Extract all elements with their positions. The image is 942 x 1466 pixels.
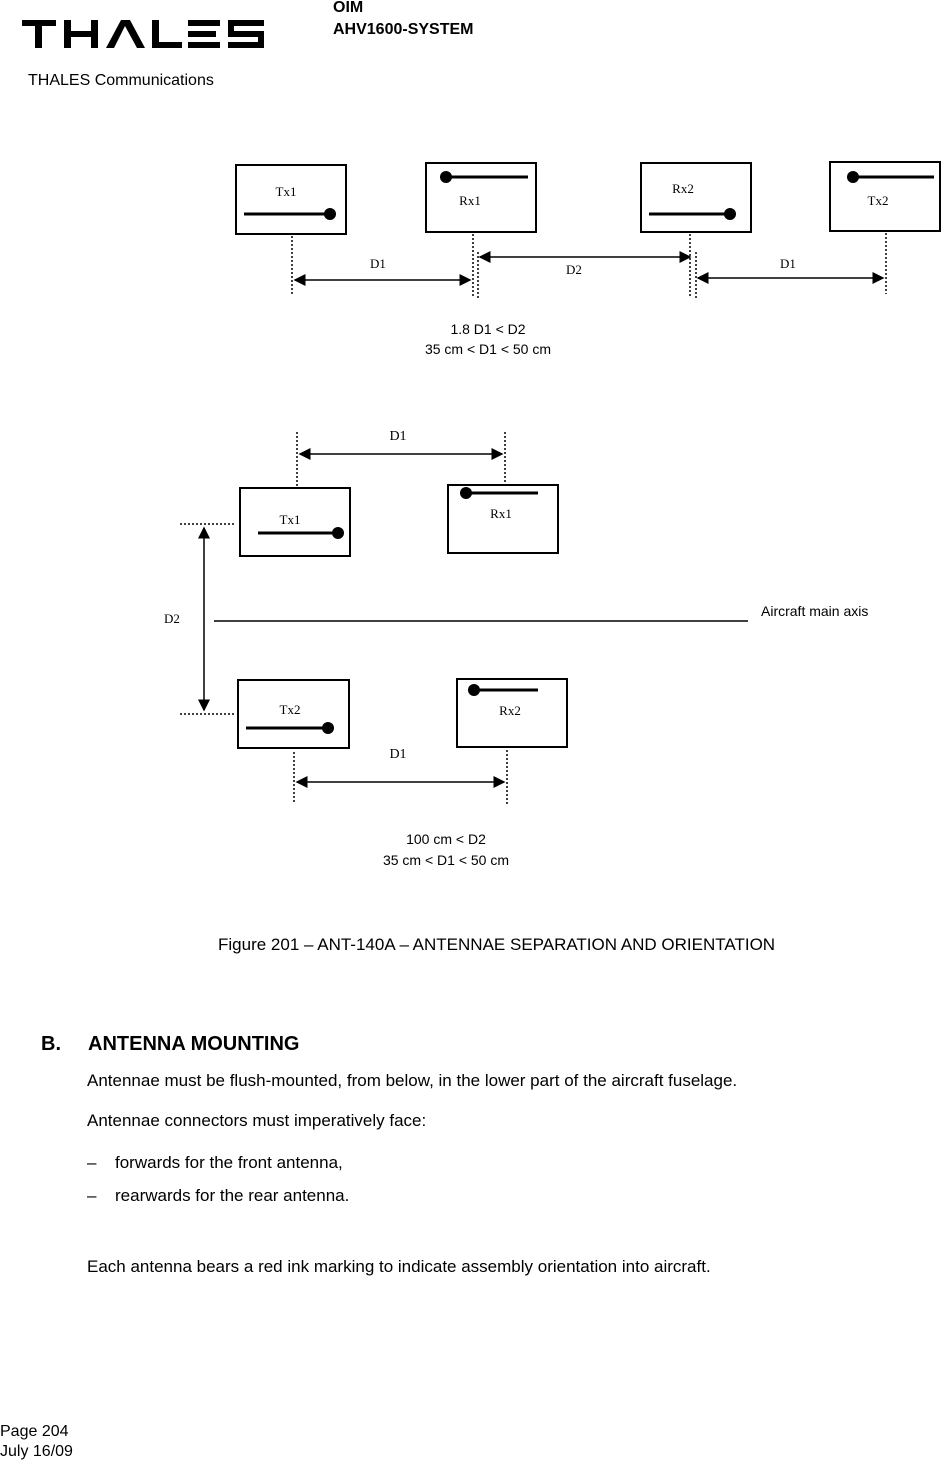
doc-line-2: AHV1600-SYSTEM [333,21,474,38]
svg-text:Rx1: Rx1 [490,506,512,521]
svg-text:Rx2: Rx2 [499,703,521,718]
top-arrangement [236,162,940,357]
paragraph-flush-mount: Antennae must be flush-mounted, from below, in the lower part of the aircraft fuselage. [87,1071,738,1090]
antenna-rx2-bottom [457,679,567,747]
svg-text:Tx2: Tx2 [279,702,301,717]
svg-text:D2: D2 [566,262,582,277]
svg-text:Tx1: Tx1 [279,512,301,527]
antenna-separation-diagram [118,112,942,892]
svg-text:Rx1: Rx1 [459,193,481,208]
antenna-tx1-top [236,165,346,234]
svg-text:D2: D2 [164,611,180,626]
bullet-forwards: forwards for the front antenna, [115,1153,343,1172]
svg-text:Aircraft main axis: Aircraft main axis [761,603,869,619]
bullet-rearwards: rearwards for the rear antenna. [115,1186,350,1205]
revision-date: July 16/09 [0,1443,73,1460]
svg-text:D1: D1 [780,256,796,271]
antenna-tx2-top [830,162,940,231]
figure-caption: Figure 201 – ANT-140A – ANTENNAE SEPARATION AND ORIENTATION [218,935,776,954]
bullet-dash: – [87,1186,97,1205]
antenna-tx2-bottom [238,680,349,748]
svg-text:100 cm < D2: 100 cm < D2 [406,831,486,847]
antenna-rx1-bottom [448,485,558,553]
svg-text:D1: D1 [389,747,407,762]
section-letter: B. [41,1033,61,1055]
paragraph-connectors: Antennae connectors must imperatively face: [87,1111,427,1130]
bullet-dash: – [87,1153,97,1172]
antenna-rx2-top [641,163,751,232]
bottom-arrangement [164,429,868,868]
section-title: ANTENNA MOUNTING [88,1033,300,1055]
antenna-rx1-top [426,163,536,232]
company-name: THALES Communications [28,72,214,89]
svg-text:Tx1: Tx1 [275,184,297,199]
svg-text:1.8 D1 < D2: 1.8 D1 < D2 [450,321,526,337]
svg-text:35 cm < D1 < 50 cm: 35 cm < D1 < 50 cm [424,341,552,357]
antenna-tx1-bottom [240,488,350,556]
svg-text:D1: D1 [370,256,386,271]
svg-text:35 cm < D1 < 50 cm: 35 cm < D1 < 50 cm [382,852,510,868]
page-number: Page 204 [0,1423,69,1440]
document-id [333,0,474,41]
svg-text:Rx2: Rx2 [672,181,694,196]
svg-text:D1: D1 [389,429,407,444]
svg-text:Tx2: Tx2 [867,193,889,208]
thales-logo [20,12,275,54]
paragraph-red-ink: Each antenna bears a red ink marking to indicate assembly orientation into aircraft. [87,1257,711,1276]
doc-line-1: OIM [333,0,364,16]
